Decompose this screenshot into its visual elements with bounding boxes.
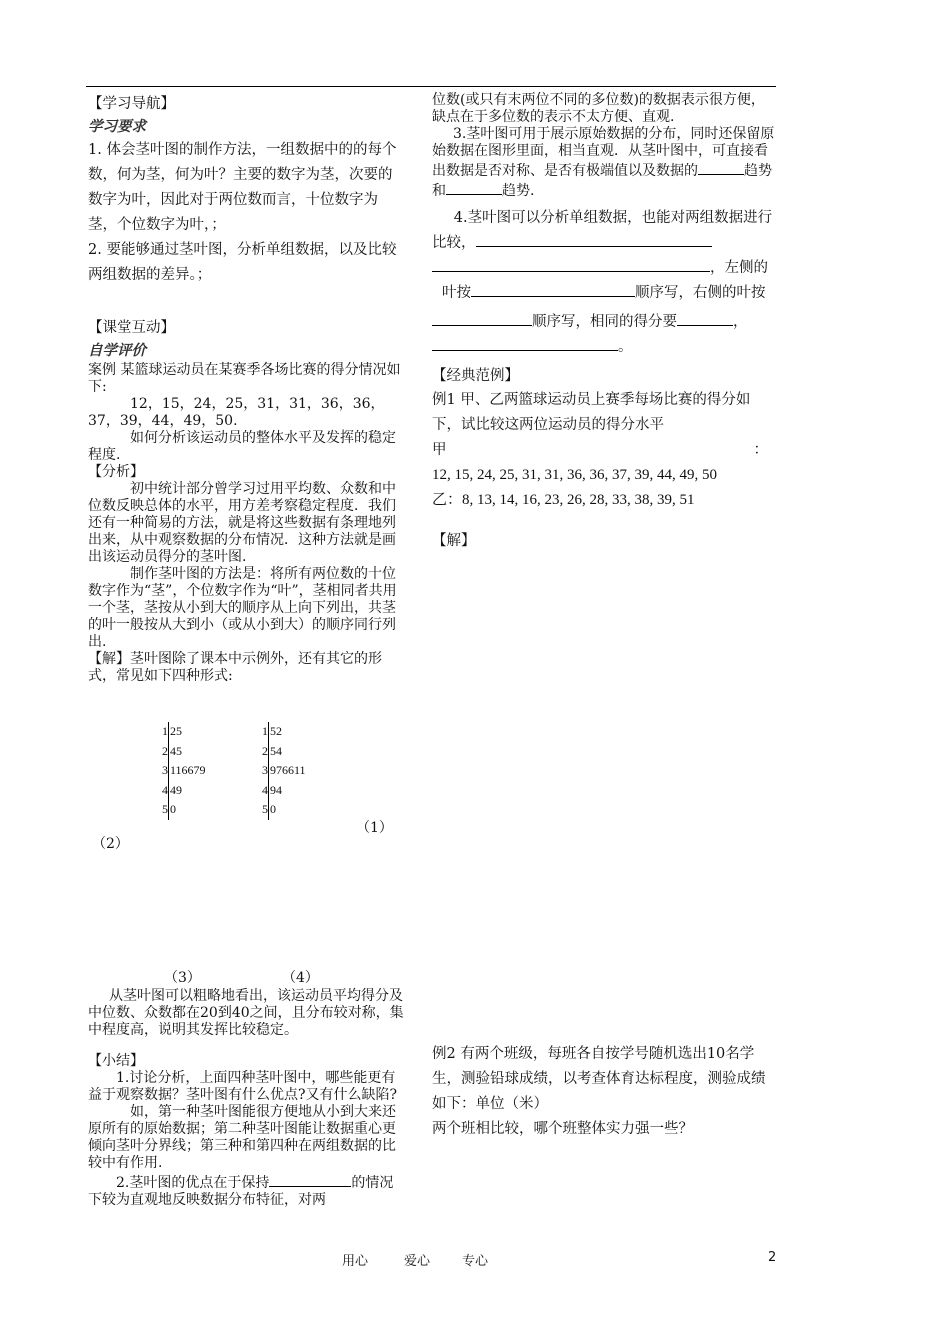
requirements-subheading: 学习要求 xyxy=(88,119,146,135)
header-rule xyxy=(86,86,776,87)
stem-value: 5 xyxy=(162,802,168,816)
interact-heading: 【课堂互动】 xyxy=(88,320,175,336)
leaf-value: 52 xyxy=(270,724,282,738)
stem-plot-1-row xyxy=(156,761,236,781)
analysis-paragraph-2: 制作茎叶图的方法是：将所有两位数的十位数字作为“茎”，个位数字作为“叶”，茎相同者共用一个茎，茎按从小到大的顺序从上向下列出，共茎的叶一般按从大到小（或从小到大）的顺序同行列出. xyxy=(88,566,397,650)
stem-plot-2-row xyxy=(256,781,336,801)
requirement-item-1: 1. 体会茎叶图的制作方法，一组数据中的的每个数，何为茎，何为叶？主要的数字为茎，次要的数字为叶，因此对于两位数而言，十位数字为茎，个位数字为叶，； xyxy=(88,142,397,233)
example-1-jia-label xyxy=(432,438,778,463)
point-4-text-g: 。 xyxy=(618,339,633,355)
analysis-heading: 【分析】 xyxy=(88,464,144,480)
leaf-value: 49 xyxy=(170,782,182,797)
leaf-value: 25 xyxy=(170,724,182,738)
leaf-value: 94 xyxy=(270,782,282,797)
summary-point-2 xyxy=(88,1172,406,1209)
stem-plot-2-row xyxy=(256,722,336,742)
stem-plot-1-row xyxy=(156,800,236,820)
conclusion-text: 从茎叶图可以粗略地看出，该运动员平均得分及中位数、众数都在20到40之间，且分布较对称，集中程度高，说明其发挥比较稳定。 xyxy=(88,988,404,1038)
figure-label-3: （3） xyxy=(164,970,201,986)
summary-point-1-detail: 如，第一种茎叶图能很方便地从小到大来还原所有的原始数据；第二种茎叶图能让数据重心更倾向茎叶分界线；第三种和第四种在两组数据的比较中有作用. xyxy=(88,1104,396,1171)
fill-blank[interactable] xyxy=(269,1172,351,1187)
stem-plot-2-row xyxy=(256,800,336,820)
point-3-text-b: 趋势和 xyxy=(432,163,772,199)
left-lower-column xyxy=(88,988,406,1209)
leaf-value: 976611 xyxy=(270,763,306,777)
requirement-item-2: 2. 要能够通过茎叶图，分析单组数据，以及比较两组数据的差异。； xyxy=(88,242,397,283)
leaf-value: 116679 xyxy=(170,763,206,777)
left-column xyxy=(88,92,406,685)
leaf-value: 54 xyxy=(270,743,282,758)
summary-point-2-text-b: 的情况下较为直观地反映数据分布特征，对两 xyxy=(88,1175,394,1208)
continued-text: 位数(或只有末两位不同的多位数)的数据表示很方便，缺点在于多位数的表示不太方便、直观. xyxy=(432,92,765,125)
point-4-text-f: ， xyxy=(733,314,748,330)
leaf-value: 45 xyxy=(170,743,182,758)
jia-colon: ： xyxy=(753,442,768,458)
case-question: 如何分析该运动员的整体水平及发挥的稳定程度. xyxy=(88,430,396,463)
stem-plot-1-row xyxy=(156,742,236,762)
fill-blank[interactable] xyxy=(432,311,532,326)
point-4-line-4 xyxy=(432,310,778,335)
example-heading: 【经典范例】 xyxy=(432,368,519,384)
stem-value: 3 xyxy=(162,763,168,777)
point-4-text-e: 顺序写，相同的得分要 xyxy=(532,314,677,330)
stem-value: 4 xyxy=(162,782,168,797)
solution-text: 【解】茎叶图除了课本中示例外，还有其它的形式，常见如下四种形式: xyxy=(88,651,382,684)
right-column xyxy=(432,92,778,553)
point-3 xyxy=(432,126,778,200)
self-eval-subheading: 自学评价 xyxy=(88,343,146,359)
point-4 xyxy=(432,206,778,256)
example-1-text: 例1 甲、乙两篮球运动员上赛季每场比赛的得分如下，试比较这两位运动员的得分水平 xyxy=(432,392,751,433)
stem-value: 2 xyxy=(262,743,268,758)
stem-value: 4 xyxy=(262,782,268,797)
summary-point-2-text-a: 2.茎叶图的优点在于保持 xyxy=(116,1175,270,1191)
fill-blank[interactable] xyxy=(698,160,744,175)
fill-blank[interactable] xyxy=(471,282,635,297)
example-2-text: 例2 有两个班级，每班各自按学号随机选出10名学生，测验铅球成绩，以考查体育达标程度，测验成绩如下：单位（米） xyxy=(432,1046,766,1112)
footer-motto-2: 爱心 xyxy=(404,1254,431,1269)
fill-blank[interactable] xyxy=(476,232,712,247)
stem-leaf-plot-1 xyxy=(156,722,236,820)
summary-heading: 【小结】 xyxy=(88,1053,144,1069)
example-1-jia-data: 12, 15, 24, 25, 31, 31, 36, 36, 37, 39, 44, 49, 50 xyxy=(432,467,717,483)
case-data: 12，15，24，25，31，31，36，36，37，39，44，49，50. xyxy=(88,396,385,429)
fill-blank[interactable] xyxy=(432,257,710,272)
leaf-value: 0 xyxy=(170,802,176,816)
fill-blank[interactable] xyxy=(677,311,733,326)
page-number: 2 xyxy=(768,1250,777,1265)
figure-label-4: （4） xyxy=(282,970,319,986)
point-4-line-2 xyxy=(432,256,778,281)
nav-heading: 【学习导航】 xyxy=(88,96,175,112)
right-lower-column xyxy=(432,1042,778,1142)
analysis-paragraph-1: 初中统计部分曾学习过用平均数、众数和中位数反映总体的水平，用方差考察稳定程度．我们还有一种简易的方法，就是将这些数据有条理地列出来，从中观察数据的分布情况．这种方法就是画出该运动员得分的茎叶图. xyxy=(88,481,396,565)
figure-label-2: （2） xyxy=(92,836,129,852)
stem-value: 3 xyxy=(262,763,268,777)
stem-value: 1 xyxy=(262,724,268,738)
stem-value: 5 xyxy=(262,802,268,816)
stem-plot-2-row xyxy=(256,761,336,781)
point-3-text-c: 趋势. xyxy=(502,183,535,199)
example-1-solution: 【解】 xyxy=(432,533,476,549)
example-1-yi-data: 乙：8, 13, 14, 16, 23, 26, 28, 33, 38, 39, 51 xyxy=(432,492,695,508)
leaf-value: 0 xyxy=(270,802,276,816)
stem-plot-1-row xyxy=(156,722,236,742)
footer-motto-1: 用心 xyxy=(342,1254,369,1269)
summary-point-1: 1.讨论分析，上面四种茎叶图中，哪些能更有益于观察数据？茎叶图有什么优点?又有什么缺陷? xyxy=(88,1070,398,1103)
point-4-text-a: 4.茎叶图可以分析单组数据，也能对两组数据进行比较， xyxy=(432,210,773,251)
point-3-text-a: 3.茎叶图可用于展示原始数据的分布，同时还保留原始数据在图形里面，相当直观．从茎叶图中，可直接看出数据是否对称、是否有极端值以及数据的 xyxy=(432,126,775,179)
stem-leaf-plot-2 xyxy=(256,722,336,820)
point-4-text-c: 叶按 xyxy=(442,285,471,301)
case-intro: 案例 某篮球运动员在某赛季各场比赛的得分情况如下: xyxy=(88,362,401,395)
footer-motto-3: 专心 xyxy=(462,1254,489,1269)
figure-label-1: （1） xyxy=(356,820,393,836)
point-4-text-b: ，左侧的 xyxy=(710,260,768,276)
point-4-line-5 xyxy=(432,335,778,360)
fill-blank[interactable] xyxy=(446,180,502,195)
stem-plot-2-row xyxy=(256,742,336,762)
example-2-question: 两个班相比较，哪个班整体实力强一些？ xyxy=(432,1121,693,1137)
point-4-text-d: 顺序写，右侧的叶按 xyxy=(635,285,766,301)
stem-plot-1-row xyxy=(156,781,236,801)
point-4-line-3 xyxy=(432,281,778,306)
stem-value: 1 xyxy=(162,724,168,738)
stem-value: 2 xyxy=(162,743,168,758)
fill-blank[interactable] xyxy=(432,336,618,351)
jia-label: 甲 xyxy=(432,442,447,458)
